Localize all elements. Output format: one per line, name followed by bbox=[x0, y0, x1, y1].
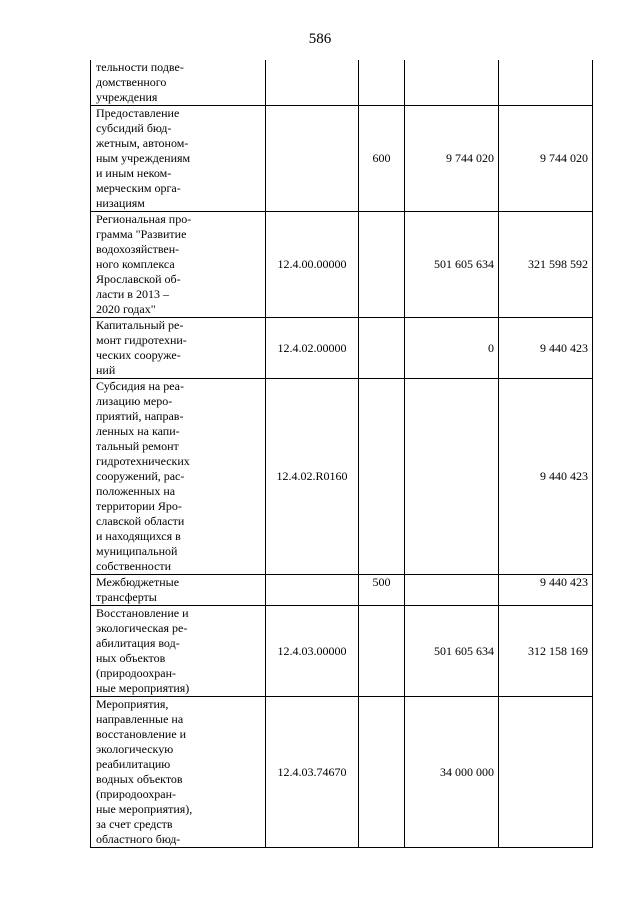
expense-type: 600 bbox=[359, 106, 405, 212]
amount-2: 312 158 169 bbox=[499, 606, 593, 697]
amount-1: 34 000 000 bbox=[405, 697, 499, 848]
row-name: Восстановление и экологическая ре- абилитация вод- ных объектов (природоохран- ные мероприятия) bbox=[91, 606, 266, 697]
table-row bbox=[91, 575, 593, 606]
table-row bbox=[91, 697, 593, 848]
expense-type: 500 bbox=[359, 575, 405, 606]
row-name: Капитальный ре- монт гидротехни- ческих сооруже- ний bbox=[91, 318, 266, 379]
amount-2 bbox=[499, 60, 593, 106]
amount-2: 9 440 423 bbox=[499, 379, 593, 575]
target-code bbox=[266, 60, 359, 106]
expense-type bbox=[359, 212, 405, 318]
expense-type bbox=[359, 379, 405, 575]
amount-2 bbox=[499, 697, 593, 848]
amount-2: 9 744 020 bbox=[499, 106, 593, 212]
target-code: 12.4.03.00000 bbox=[266, 606, 359, 697]
expense-type bbox=[359, 606, 405, 697]
row-name: Предоставление субсидий бюд- жетным, автоном- ным учреждениям и иным неком- мерческим орга- низациям bbox=[91, 106, 266, 212]
amount-2: 321 598 592 bbox=[499, 212, 593, 318]
expense-type bbox=[359, 60, 405, 106]
amount-1: 9 744 020 bbox=[405, 106, 499, 212]
table-row bbox=[91, 60, 593, 106]
table-row bbox=[91, 318, 593, 379]
row-name: Региональная про- грамма "Развитие водохозяйствен- ного комплекса Ярославской об- ласти в 2013 – 2020 годах" bbox=[91, 212, 266, 318]
amount-1 bbox=[405, 379, 499, 575]
amount-2: 9 440 423 bbox=[499, 318, 593, 379]
table-row bbox=[91, 212, 593, 318]
row-name: Межбюджетные трансферты bbox=[91, 575, 266, 606]
target-code: 12.4.02.00000 bbox=[266, 318, 359, 379]
row-name: Мероприятия, направленные на восстановление и экологическую реабилитацию водных объектов (природоохран- ные мероприятия), за счет средств областного бюд- bbox=[91, 697, 266, 848]
target-code bbox=[266, 106, 359, 212]
table-row bbox=[91, 106, 593, 212]
page-number: 586 bbox=[308, 31, 332, 47]
expense-type bbox=[359, 697, 405, 848]
table-row bbox=[91, 606, 593, 697]
expense-type bbox=[359, 318, 405, 379]
amount-1: 501 605 634 bbox=[405, 212, 499, 318]
target-code: 12.4.02.R0160 bbox=[266, 379, 359, 575]
table-row bbox=[91, 379, 593, 575]
amount-1 bbox=[405, 60, 499, 106]
row-name: тельности подве- домственного учреждения bbox=[91, 60, 266, 106]
amount-1 bbox=[405, 575, 499, 606]
budget-table bbox=[90, 60, 593, 848]
amount-1: 0 bbox=[405, 318, 499, 379]
amount-1: 501 605 634 bbox=[405, 606, 499, 697]
target-code: 12.4.00.00000 bbox=[266, 212, 359, 318]
target-code: 12.4.03.74670 bbox=[266, 697, 359, 848]
amount-2: 9 440 423 bbox=[499, 575, 593, 606]
target-code bbox=[266, 575, 359, 606]
row-name: Субсидия на реа- лизацию меро- приятий, направ- ленных на капи- тальный ремонт гидротехнических сооружений, рас- положенных на территории Яро- славской области и находящихся в муниципальной собственности bbox=[91, 379, 266, 575]
